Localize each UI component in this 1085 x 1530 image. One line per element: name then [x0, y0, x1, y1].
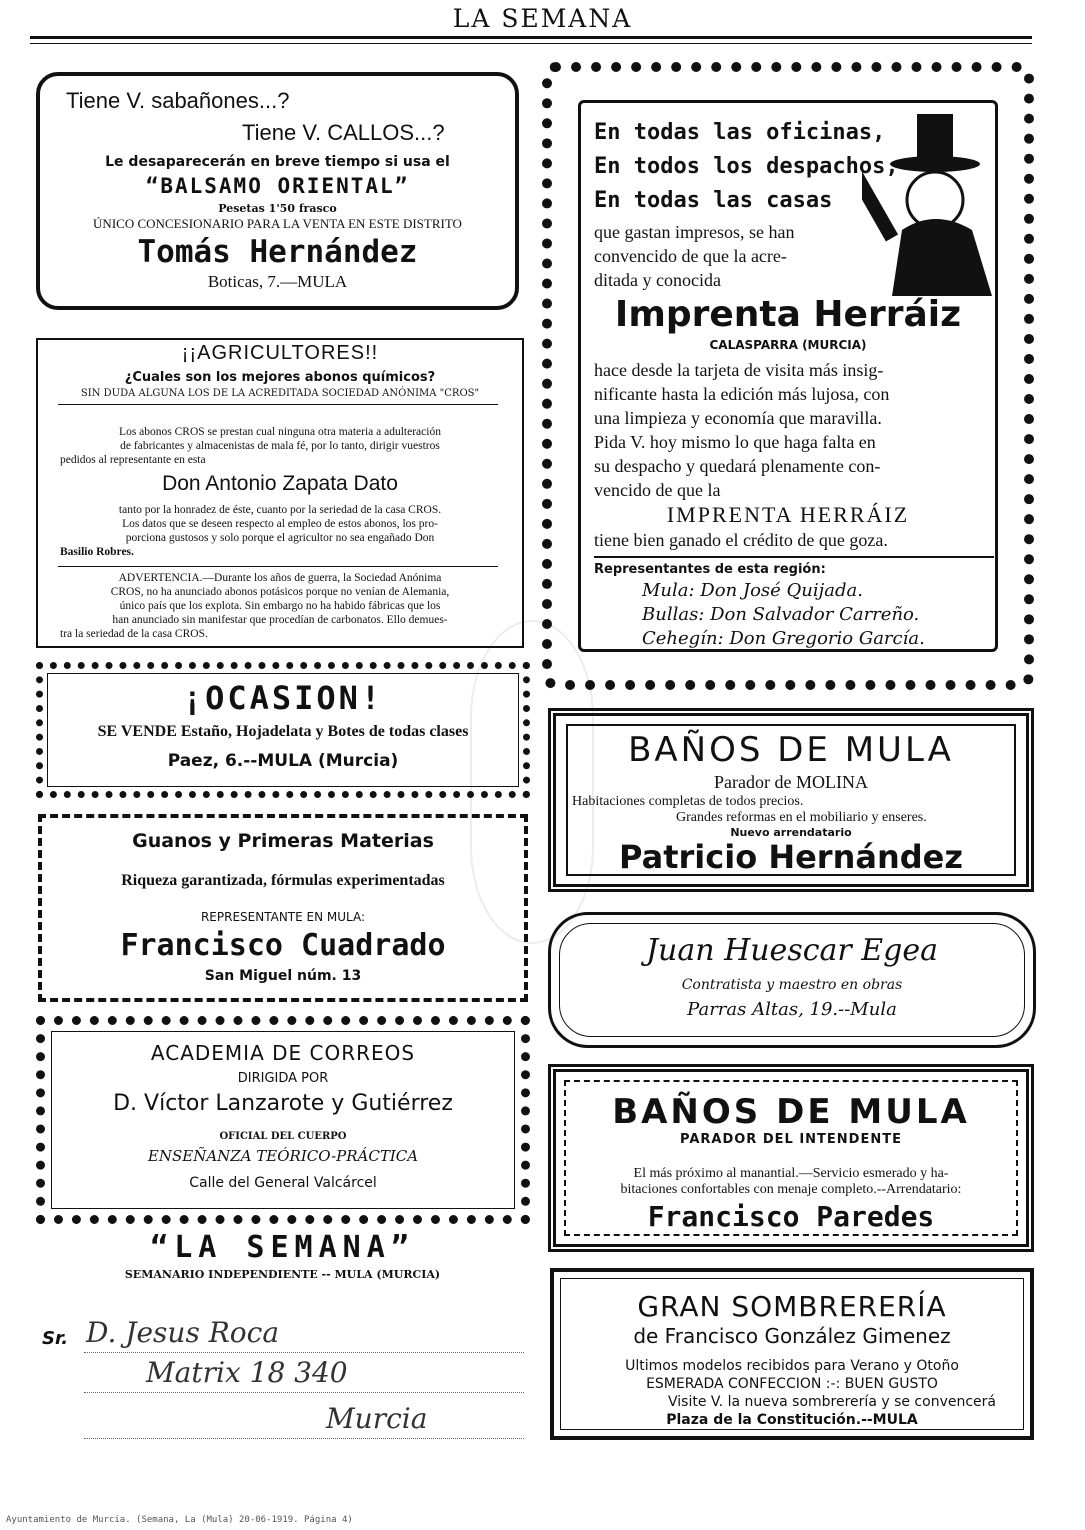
cros-para2-line4: Basilio Robres.	[60, 546, 134, 558]
sombrereria-line4: ESMERADA CONFECCION :-: BUEN GUSTO	[646, 1376, 938, 1392]
banos1-line3: Nuevo arrendatario	[730, 826, 852, 839]
balsamo-address: Boticas, 7.—MULA	[207, 272, 348, 291]
masthead-title: “LA SEMANA”	[150, 1230, 415, 1265]
huescar-name: Juan Huescar Egea	[645, 933, 939, 968]
guanos-address: San Miguel núm. 13	[204, 968, 362, 984]
imprenta-name: Imprenta Herráiz	[614, 294, 962, 335]
sombrereria-line3: Ultimos modelos recibidos para Verano y Otoño	[625, 1358, 959, 1374]
cros-para2-line1: tanto por la honradez de éste, cuanto por la seriedad de la casa CROS.	[118, 504, 442, 516]
cros-divider-2	[58, 566, 498, 567]
cros-para2-line2: Los datos que se deseen respecto al empleo de estos abonos, los pro-	[122, 518, 438, 530]
ocasion-line1: SE VENDE Estaño, Hojadelata y Botes de todas clases	[97, 723, 469, 740]
ad-academia-correos	[36, 1016, 530, 1224]
academia-title: ACADEMIA DE CORREOS	[150, 1041, 416, 1065]
address-sr-label: Sr.	[42, 1328, 69, 1349]
ad-guanos	[38, 814, 528, 1002]
ocasion-title: ¡OCASION!	[182, 679, 384, 717]
banos2-line2: bitaciones confortables con menaje completo.--Arrendatario:	[620, 1182, 962, 1197]
imprenta-line-4: que gastan impresos, se han	[594, 222, 795, 242]
header-rule-thin	[30, 43, 1032, 44]
cros-warning-line2: CROS, no ha anunciado abonos potásicos porque no venían de Alemania,	[110, 586, 450, 598]
cros-warning-line4: han anunciado sin manifestar que procedían de carbonatos. Ello demues-	[112, 614, 448, 626]
huescar-line1: Contratista y maestro en obras	[681, 977, 903, 993]
cros-warning-line5: tra la seriedad de la casa CROS.	[60, 628, 208, 640]
sombrereria-title: GRAN SOMBRERERÍA	[637, 1290, 947, 1323]
banos1-title: BAÑOS DE MULA	[628, 730, 954, 770]
imprenta-line-3: En todas las casas	[594, 188, 833, 213]
page-header	[0, 4, 1085, 38]
balsamo-merchant-name: Tomás Hernández	[137, 234, 418, 270]
cros-question: ¿Cuales son los mejores abonos químicos?	[124, 370, 436, 385]
imprenta-para-5: su despacho y quedará plenamente con-	[594, 456, 881, 476]
cros-representative-name: Don Antonio Zapata Dato	[162, 472, 398, 495]
ad-sombrereria	[550, 1268, 1034, 1440]
masthead-subtitle: SEMANARIO INDEPENDIENTE -- MULA (MURCIA)	[124, 1268, 441, 1281]
ad-cros-fertilizers	[36, 338, 524, 648]
ad-banos-intendente	[548, 1064, 1034, 1252]
academia-line2: DIRIGIDA POR	[237, 1071, 329, 1086]
cros-para2-line3: porciona gustosos y solo porque el agricultor no sea engañado Don	[125, 532, 435, 544]
ad-ocasion	[36, 662, 530, 798]
balsamo-concession: ÚNICO CONCESIONARIO PARA LA VENTA EN ESTE DISTRITO	[93, 216, 462, 231]
ad-imprenta-herraiz	[542, 62, 1034, 690]
guanos-name: Francisco Cuadrado	[120, 928, 446, 963]
ad-juan-huescar	[548, 912, 1036, 1048]
handwritten-street: Matrix 18 340	[146, 1356, 348, 1389]
imprenta-para-1: hace desde la tarjeta de visita más insig-	[594, 360, 884, 380]
banos2-line1: El más próximo al manantial.—Servicio esmerado y ha-	[633, 1166, 949, 1181]
academia-line5: ENSEÑANZA TEÓRICO-PRÁCTICA	[147, 1147, 419, 1165]
imprenta-line-6: ditada y conocida	[594, 270, 721, 290]
balsamo-line-3: Le desaparecerán en breve tiempo si usa el	[105, 154, 450, 170]
imprenta-reps-label: Representantes de esta región:	[594, 562, 826, 577]
address-line-3	[84, 1438, 524, 1439]
banos2-title: BAÑOS DE MULA	[612, 1092, 970, 1132]
cros-warning-line1: ADVERTENCIA.—Durante los años de guerra, la Sociedad Anónima	[118, 572, 442, 584]
banos2-subtitle: PARADOR DEL INTENDENTE	[680, 1132, 902, 1147]
academia-address: Calle del General Valcárcel	[189, 1175, 377, 1191]
imprenta-rep-cehegin: Cehegín: Don Gregorio García.	[642, 628, 925, 649]
academia-line4: OFICIAL DEL CUERPO	[219, 1131, 347, 1142]
handwritten-city: Murcia	[326, 1402, 428, 1435]
address-block	[36, 1294, 531, 1474]
banos1-line1: Habitaciones completas de todos precios.	[572, 794, 804, 809]
page-footer	[6, 1515, 706, 1529]
address-line-2	[84, 1392, 524, 1393]
address-line-1	[84, 1352, 524, 1353]
imprenta-rep-bullas: Bullas: Don Salvador Carreño.	[642, 604, 920, 625]
balsamo-product-name: “BALSAMO ORIENTAL”	[145, 174, 410, 198]
imprenta-para-4: Pida V. hoy mismo lo que haga falta en	[594, 432, 876, 452]
guanos-line2: Riqueza garantizada, fórmulas experimentadas	[121, 872, 445, 889]
academia-director-name: D. Víctor Lanzarote y Gutiérrez	[113, 1091, 453, 1116]
imprenta-line-5: convencido de que la acre-	[594, 246, 787, 266]
sombrereria-address: Plaza de la Constitución.--MULA	[666, 1412, 918, 1428]
imprenta-divider	[594, 556, 994, 558]
imprenta-city: CALASPARRA (MURCIA)	[709, 338, 867, 352]
cros-title: ¡¡AGRICULTORES!!	[181, 342, 379, 364]
header-title: LA SEMANA	[452, 4, 633, 33]
cros-answer: SIN DUDA ALGUNA LOS DE LA ACREDITADA SOCIEDAD ANÓNIMA "CROS"	[80, 388, 480, 399]
balsamo-line-1: Tiene V. sabañones...?	[66, 88, 290, 113]
cros-para1-line3: pedidos al representante en esta	[60, 454, 206, 466]
cros-para1-line2: de fabricantes y almacenistas de mala fé, por lo tanto, dirigir vuestros	[120, 440, 440, 452]
ocasion-address: Paez, 6.--MULA (Murcia)	[167, 751, 399, 771]
imprenta-para-3: una limpieza y economía que maravilla.	[594, 408, 882, 428]
imprenta-line-1: En todas las oficinas,	[594, 120, 886, 145]
imprenta-para-6: vencido de que la	[594, 480, 721, 500]
banos2-name: Francisco Paredes	[647, 1200, 935, 1233]
imprenta-para-2: nificante hasta la edición más lujosa, con	[594, 384, 890, 404]
sombrereria-owner: de Francisco González Gimenez	[633, 1324, 951, 1348]
banos1-name: Patricio Hernández	[619, 838, 963, 876]
imprenta-rep-mula: Mula: Don José Quijada.	[642, 580, 863, 601]
cros-para1-line1: Los abonos CROS se prestan cual ninguna otra materia a adulteración	[119, 426, 441, 438]
huescar-address: Parras Altas, 19.--Mula	[687, 999, 897, 1020]
banos1-line2: Grandes reformas en el mobiliario y enseres.	[676, 810, 927, 825]
imprenta-name-2: IMPRENTA HERRÁIZ	[666, 502, 910, 527]
ad-balsamo-oriental	[30, 66, 525, 316]
balsamo-line-2: Tiene V. CALLOS...?	[242, 120, 445, 145]
banos1-subtitle: Parador de MOLINA	[714, 772, 868, 792]
imprenta-para-7: tiene bien ganado el crédito de que goza.	[594, 530, 888, 550]
footer-citation: Ayuntamiento de Murcia. (Semana, La (Mula) 20-06-1919. Página 4)	[6, 1515, 353, 1525]
header-rule	[30, 36, 1032, 39]
cros-divider	[58, 404, 498, 405]
handwritten-recipient: D. Jesus Roca	[86, 1316, 280, 1349]
guanos-line3: REPRESENTANTE EN MULA:	[200, 910, 366, 924]
imprenta-line-2: En todos los despachos,	[594, 154, 899, 179]
cros-warning-line3: único país que los explota. Sin embargo no ha habido fábricas que los	[119, 600, 441, 612]
balsamo-price: Pesetas 1'50 frasco	[218, 202, 337, 215]
masthead	[30, 1230, 535, 1290]
sombrereria-line5: Visite V. la nueva sombrerería y se convencerá	[668, 1394, 996, 1410]
ad-banos-molina	[548, 708, 1034, 892]
guanos-title: Guanos y Primeras Materias	[132, 830, 434, 852]
